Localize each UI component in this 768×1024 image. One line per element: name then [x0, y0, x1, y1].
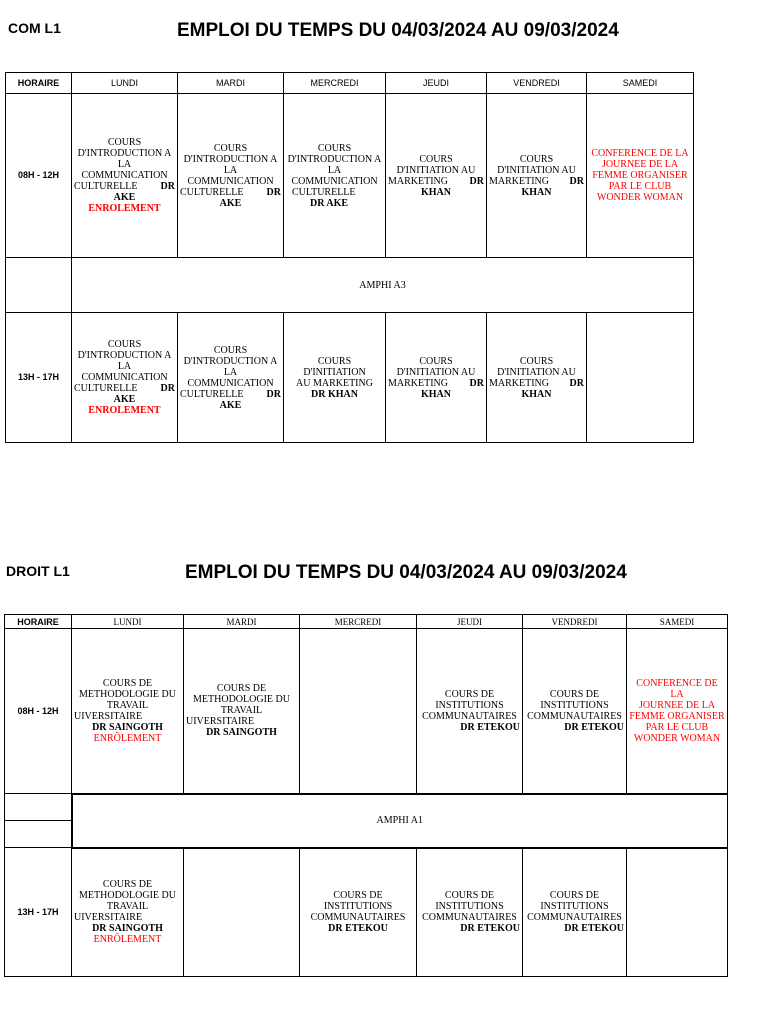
- cell-line: INSTITUTIONS: [323, 901, 393, 913]
- droit-amphi-label: AMPHI A1: [72, 794, 728, 848]
- cell-line: METHODOLOGIE DU: [79, 688, 176, 700]
- cell-line: CONFERENCE DE LA: [591, 148, 689, 159]
- cell-line: LA: [327, 164, 342, 176]
- cell-line: DR: [569, 175, 584, 187]
- cell-line: LA: [117, 159, 132, 170]
- enrolement-note: ENROLEMENT: [88, 405, 161, 416]
- droit-section-label: DROIT L1: [6, 563, 70, 579]
- droit-cell-fri-pm: [523, 848, 627, 977]
- droit-amphi-empty-top: [5, 794, 72, 821]
- cell-line: CULTURELLE: [180, 388, 244, 400]
- com-header-mercredi: MERCREDI: [284, 73, 386, 94]
- com-cell-tue-am: [178, 94, 284, 258]
- cell-line: DR: [160, 383, 175, 394]
- cell-line: COURS D'INITIATION: [303, 355, 366, 378]
- cell-line: FEMME ORGANISER: [629, 710, 725, 722]
- cell-line: INSTITUTIONS: [540, 699, 609, 711]
- com-amphi-label: AMPHI A3: [72, 258, 694, 313]
- cell-line: TRAVAIL: [106, 699, 149, 711]
- cell-line: MARKETING: [489, 175, 549, 187]
- cell-line: COURS DE: [444, 688, 495, 700]
- droit-cell-wed-am: [300, 629, 417, 794]
- com-cell-sat-am: [587, 94, 694, 258]
- com-cell-mon-pm: [72, 313, 178, 443]
- lecturer-name: AKE: [219, 399, 242, 411]
- droit-header-row: [5, 615, 728, 629]
- cell-line: D'INTRODUCTION A: [77, 350, 172, 361]
- cell-line: COURS: [519, 153, 554, 165]
- cell-line: D'INITIATION AU: [497, 164, 576, 176]
- droit-row-morning: [5, 629, 728, 794]
- com-header-lundi: LUNDI: [72, 73, 178, 94]
- droit-cell-mon-am: [72, 629, 184, 794]
- enrolement-note: ENRÔLEMENT: [93, 934, 162, 946]
- cell-line: COMMUNICATION: [81, 170, 168, 181]
- cell-line: COMMUNICATION: [291, 175, 378, 187]
- com-timetable: [5, 72, 694, 443]
- droit-header-lundi: LUNDI: [72, 615, 184, 629]
- com-amphi-empty: [6, 258, 72, 313]
- droit-header-vendredi: VENDREDI: [523, 615, 627, 629]
- lecturer-name: DR SAINGOTH: [92, 721, 163, 733]
- cell-line: COURS: [419, 153, 453, 165]
- cell-line: D'INTRODUCTION A: [183, 153, 278, 165]
- com-cell-tue-pm: [178, 313, 284, 443]
- com-cell-mon-am: [72, 94, 178, 258]
- com-cell-fri-pm: [487, 313, 587, 443]
- cell-line: COURS: [107, 137, 142, 148]
- cell-line: CULTURELLE: [292, 186, 356, 198]
- com-cell-thu-pm: [386, 313, 487, 443]
- cell-line: FEMME ORGANISER: [592, 170, 688, 181]
- lecturer-name: KHAN: [521, 388, 552, 400]
- cell-line: DR: [266, 186, 281, 198]
- droit-header-horaire: HORAIRE: [5, 615, 72, 629]
- cell-line: WONDER WOMAN: [633, 732, 721, 744]
- com-section-label: COM L1: [8, 20, 61, 36]
- com-slot-morning: 08H - 12H: [6, 94, 72, 258]
- com-header-samedi: SAMEDI: [587, 73, 694, 94]
- cell-line: MARKETING: [388, 377, 448, 389]
- droit-cell-sat-pm: [627, 848, 728, 977]
- com-cell-fri-am: [487, 94, 587, 258]
- cell-line: D'INITIATION AU: [396, 164, 476, 176]
- lecturer-name: KHAN: [421, 388, 451, 400]
- com-header-horaire: HORAIRE: [6, 73, 72, 94]
- cell-line: COMMUNICATION: [81, 372, 168, 383]
- com-header-vendredi: VENDREDI: [487, 73, 587, 94]
- lecturer-name: DR AKE: [310, 197, 349, 209]
- cell-line: METHODOLOGIE DU: [193, 694, 290, 706]
- lecturer-name: DR ETEKOU: [460, 923, 520, 935]
- droit-header-jeudi: JEUDI: [417, 615, 523, 629]
- droit-cell-thu-am: [417, 629, 523, 794]
- cell-line: TRAVAIL: [106, 901, 149, 913]
- enrolement-note: ENRÔLEMENT: [93, 732, 162, 744]
- droit-cell-tue-pm: [184, 848, 300, 977]
- cell-line: CULTURELLE: [180, 186, 244, 198]
- cell-line: COMMUNAUTAIRES: [310, 912, 406, 924]
- com-header-row: [6, 73, 694, 94]
- com-header-mardi: MARDI: [178, 73, 284, 94]
- cell-line: COMMUNAUTAIRES: [422, 710, 517, 722]
- lecturer-name: DR ETEKOU: [564, 923, 624, 935]
- com-slot-afternoon: 13H - 17H: [6, 313, 72, 443]
- cell-line: D'INITIATION AU: [396, 366, 476, 378]
- cell-line: COURS: [213, 142, 248, 154]
- cell-line: LA: [117, 361, 132, 372]
- cell-line: PAR LE CLUB: [645, 721, 709, 733]
- cell-line: CONFERENCE DE LA: [636, 677, 718, 700]
- cell-line: DR: [160, 181, 175, 192]
- cell-line: INSTITUTIONS: [435, 699, 504, 711]
- cell-line: D'INTRODUCTION A: [77, 148, 172, 159]
- droit-cell-wed-pm: [300, 848, 417, 977]
- droit-header-mercredi: MERCREDI: [300, 615, 417, 629]
- cell-line: COURS DE: [549, 688, 600, 700]
- cell-line: INSTITUTIONS: [435, 901, 504, 913]
- lecturer-name: DR KHAN: [311, 388, 358, 400]
- droit-row-amphi-top: [5, 794, 728, 821]
- cell-line: CULTURELLE: [74, 181, 138, 192]
- cell-line: LA COMMUNICATION: [187, 366, 274, 389]
- com-cell-wed-pm: [284, 313, 386, 443]
- com-schedule-title: EMPLOI DU TEMPS DU 04/03/2024 AU 09/03/2024: [177, 20, 619, 41]
- lecturer-name: AKE: [113, 192, 136, 203]
- cell-line: WONDER WOMAN: [596, 192, 684, 203]
- droit-schedule-title: EMPLOI DU TEMPS DU 04/03/2024 AU 09/03/2024: [185, 562, 627, 583]
- cell-line: UIVERSITAIRE: [74, 710, 143, 722]
- droit-cell-tue-am: [184, 629, 300, 794]
- cell-line: D'INTRODUCTION A: [183, 355, 278, 367]
- cell-line: MARKETING: [388, 175, 448, 187]
- cell-line: METHODOLOGIE DU: [79, 890, 176, 902]
- cell-line: COURS: [213, 344, 248, 356]
- lecturer-name: DR ETEKOU: [564, 721, 624, 733]
- cell-line: DR: [266, 388, 281, 400]
- droit-slot-afternoon: 13H - 17H: [5, 848, 72, 977]
- cell-line: COURS: [107, 339, 142, 350]
- cell-line: LA COMMUNICATION: [187, 164, 274, 187]
- droit-cell-mon-pm: [72, 848, 184, 977]
- lecturer-name: AKE: [219, 197, 242, 209]
- droit-cell-fri-am: [523, 629, 627, 794]
- droit-header-samedi: SAMEDI: [627, 615, 728, 629]
- cell-line: MARKETING: [489, 377, 549, 389]
- lecturer-name: DR SAINGOTH: [206, 727, 277, 739]
- cell-line: CULTURELLE: [74, 383, 138, 394]
- cell-line: COURS DE: [333, 890, 383, 902]
- cell-line: JOURNEE DE LA: [601, 159, 679, 170]
- droit-amphi-empty-bottom: [5, 821, 72, 848]
- cell-line: COURS DE: [102, 879, 153, 891]
- cell-line: UIVERSITAIRE: [74, 912, 143, 924]
- cell-line: COMMUNAUTAIRES: [527, 912, 622, 924]
- cell-line: DR: [569, 377, 584, 389]
- droit-cell-thu-pm: [417, 848, 523, 977]
- com-cell-wed-am: [284, 94, 386, 258]
- com-row-afternoon: [6, 313, 694, 443]
- droit-slot-morning: 08H - 12H: [5, 629, 72, 794]
- com-row-amphi: [6, 258, 694, 313]
- cell-line: COURS: [419, 355, 453, 367]
- lecturer-name: KHAN: [421, 186, 451, 198]
- cell-line: DR: [469, 175, 484, 187]
- cell-line: TRAVAIL: [220, 705, 263, 717]
- cell-line: COURS DE: [444, 890, 495, 902]
- droit-header-mardi: MARDI: [184, 615, 300, 629]
- enrolement-note: ENROLEMENT: [88, 203, 161, 214]
- droit-cell-sat-am: [627, 629, 728, 794]
- cell-line: COURS DE: [216, 683, 267, 695]
- cell-line: D'INITIATION AU: [497, 366, 576, 378]
- cell-line: UIVERSITAIRE: [186, 716, 255, 728]
- droit-timetable: [4, 614, 728, 977]
- droit-row-afternoon: [5, 848, 728, 977]
- cell-line: JOURNEE DE LA: [638, 699, 716, 711]
- com-row-morning: [6, 94, 694, 258]
- cell-line: COURS DE: [549, 890, 600, 902]
- lecturer-name: AKE: [113, 394, 136, 405]
- com-cell-sat-pm: [587, 313, 694, 443]
- cell-line: PAR LE CLUB: [608, 181, 672, 192]
- lecturer-name: KHAN: [521, 186, 552, 198]
- lecturer-name: DR ETEKOU: [328, 923, 388, 935]
- cell-line: COMMUNAUTAIRES: [527, 710, 622, 722]
- lecturer-name: DR ETEKOU: [460, 721, 520, 733]
- com-cell-thu-am: [386, 94, 487, 258]
- cell-line: D'INTRODUCTION A: [287, 153, 382, 165]
- cell-line: COURS: [317, 142, 352, 154]
- cell-line: COMMUNAUTAIRES: [422, 912, 517, 924]
- lecturer-name: DR SAINGOTH: [92, 923, 163, 935]
- com-header-jeudi: JEUDI: [386, 73, 487, 94]
- cell-line: COURS: [519, 355, 554, 367]
- cell-line: AU MARKETING: [296, 377, 373, 389]
- cell-line: DR: [469, 377, 484, 389]
- cell-line: COURS DE: [102, 677, 153, 689]
- cell-line: INSTITUTIONS: [540, 901, 609, 913]
